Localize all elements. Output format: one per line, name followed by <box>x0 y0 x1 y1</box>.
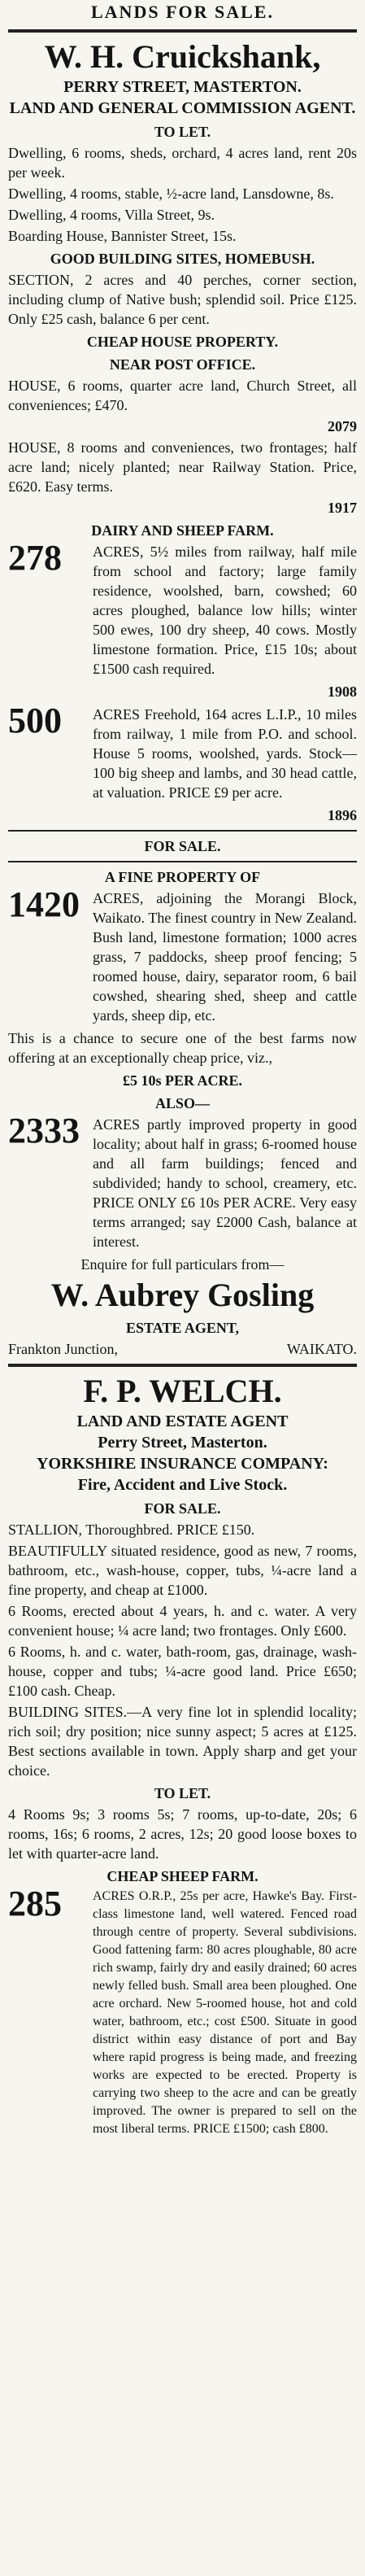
rule <box>8 1364 357 1367</box>
cheap-sheep-heading: CHEAP SHEEP FARM. <box>106 1868 259 1884</box>
rule <box>8 830 357 832</box>
to-let-line: Dwelling, 6 rooms, sheds, orchard, 4 acres land, rent 20s per week. <box>8 145 357 181</box>
dairy-278-text: ACRES, 5½ miles from railway, half mile from school and factory; large family residence, woolshed, barn, cowshed; 60 acres ploughed, balance low hills; winter 500 ewes, 100 dry sheep, 40 cows. Mostly limestone formation. Price, £15 10s; about £1500 cash required. <box>93 544 357 677</box>
farm-285 <box>8 1886 357 2140</box>
to-let-heading: TO LET. <box>154 124 211 140</box>
farm-500-ref: 1896 <box>328 807 357 823</box>
house-1: HOUSE, 6 rooms, quarter acre land, Church Street, all conveniences; £470. <box>8 378 357 413</box>
agent-name: F. P. WELCH. <box>83 1373 282 1409</box>
house-1-ref: 2079 <box>328 418 357 434</box>
dairy-heading: DAIRY AND SHEEP FARM. <box>91 522 274 539</box>
property-1420-text: ACRES, adjoining the Morangi Block, Waikato. The finest country in New Zealand. Bush land, limestone formation; 1000 acres grass, 7 paddocks, sheep proof fencing; 5 roomed house, dairy, separator room, 6 bail cowshed, shearing shed, sheep and cattle yards, sheep dip, etc. <box>93 890 357 1024</box>
agent-title: LAND AND ESTATE AGENT <box>76 1412 289 1430</box>
property-1420 <box>8 884 357 1027</box>
cheap-house-heading: CHEAP HOUSE PROPERTY. <box>86 334 279 350</box>
insurance-heading: YORKSHIRE INSURANCE COMPANY: <box>37 1455 328 1473</box>
rule <box>8 29 357 33</box>
six-rooms-b: 6 Rooms, h. and c. water, bath-room, gas, drainage, wash-house, copper and tubs; ¼-acre good land. Price £650; £100 cash. Cheap. <box>8 1644 357 1699</box>
dairy-278-ref: 1908 <box>328 683 357 700</box>
to-let-line: Dwelling, 4 rooms, stable, ½-acre land, Lansdowne, 8s. <box>8 186 334 202</box>
to-let-line: Dwelling, 4 rooms, Villa Street, 9s. <box>8 207 215 223</box>
building-sites: BUILDING SITES.—A very fine lot in splendid locality; rich soil; dry position; nice sunny aspect; 5 acres at £125. Best sections available in town. Apply sharp and get your choice. <box>8 1704 357 1779</box>
agent-address: Perry Street, Masterton. <box>98 1434 267 1452</box>
good-building-heading: GOOD BUILDING SITES, HOMEBUSH. <box>50 251 315 267</box>
farm-285-text: ACRES O.R.P., 25s per acre, Hawke's Bay. First-class limestone land, well watered. Fenced road through centre of property. Several subdivisions. Good fattening farm: 80 acres ploughable, 80 acre rich swamp, fairly dry and easily drained; 60 acres newly felled bush. Small area been ploughed. One acre orchard. New 5-roomed house, hot and cold water, bathroom, etc.; cost £500. Situate in good district within easy distance of port and Bay where rapid progress is being made, and freezing works are expected to be erected. Property is carrying two sheep to the acre and can be greatly improved. The owner is prepared to sell on the most liberal terms. PRICE £1500; cash £800. <box>93 1889 357 2136</box>
location-left: Frankton Junction, <box>8 1341 118 1357</box>
beautiful-residence: BEAUTIFULLY situated residence, good as new, 7 rooms, bathroom, etc., wash-house, copper, tubs, ¼-acre land a fine property, and cheap at £1000. <box>8 1543 357 1598</box>
property-2333-text: ACRES partly improved property in good locality; about half in grass; 6-roomed house and all farm buildings; fenced and subdivided; handy to school, creamery, etc. PRICE ONLY £6 10s PER ACRE. Very easy terms arranged; say £2000 Cash, balance at interest. <box>93 1116 357 1250</box>
page-heading: LANDS FOR SALE. <box>91 2 274 22</box>
fine-property-heading: A FINE PROPERTY OF <box>104 869 261 885</box>
agent-name: W. Aubrey Gosling <box>50 1277 315 1313</box>
farm-500 <box>8 703 357 804</box>
cruickshank-ad <box>8 37 357 825</box>
agent-name: W. H. Cruickshank, <box>44 38 321 75</box>
also-label: ALSO— <box>154 1095 211 1111</box>
price-per-acre: £5 10s PER ACRE. <box>122 1072 242 1089</box>
chance-text: This is a chance to secure one of the best farms now offering at an exceptionally cheap price, viz., <box>8 1030 357 1066</box>
to-let-heading: TO LET. <box>154 1785 211 1801</box>
insurance-sub: Fire, Accident and Live Stock. <box>77 1476 288 1494</box>
farm-500-text: ACRES Freehold, 164 acres L.I.P., 10 miles from railway, 1 mile from P.O. and school. House 5 rooms, woolshed, yards. Stock—100 big sheep and lambs, and 30 head cattle, at valuation. PRICE £9 per acre. <box>93 706 357 801</box>
house-2-ref: 1917 <box>328 500 357 516</box>
for-sale-heading: FOR SALE. <box>144 838 221 854</box>
acreage-number: 285 <box>8 1884 62 1923</box>
acreage-number: 1420 <box>8 884 80 924</box>
house-2: HOUSE, 8 rooms and conveniences, two frontages; half acre land; nicely planted; near Railway Station. Price, £620. Easy terms. <box>8 439 357 495</box>
stallion-text: STALLION, Thoroughbred. PRICE £150. <box>8 1522 255 1538</box>
good-building-text: SECTION, 2 acres and 40 perches, corner section, including clump of Native bush; splendid soil. Price £125. Only £25 cash, balance 6 per cent. <box>8 272 357 327</box>
to-let-line: Boarding House, Bannister Street, 15s. <box>8 228 237 244</box>
agent-location <box>8 1339 357 1359</box>
acreage-number: 2333 <box>8 1111 80 1150</box>
gosling-ad <box>8 836 357 1359</box>
property-2333 <box>8 1113 357 1253</box>
agent-address: PERRY STREET, MASTERTON. <box>63 78 302 96</box>
near-post-office: NEAR POST OFFICE. <box>109 356 256 373</box>
for-sale-heading: FOR SALE. <box>144 1500 221 1517</box>
rule <box>8 861 357 862</box>
agent-title: LAND AND GENERAL COMMISSION AGENT. <box>9 99 356 117</box>
six-rooms-a: 6 Rooms, erected about 4 years, h. and c. water. A very convenient house; ¼ acre land; two frontages. Only £600. <box>8 1603 357 1639</box>
acreage-number: 278 <box>8 538 62 578</box>
agent-role: ESTATE AGENT, <box>125 1320 240 1336</box>
location-right: WAIKATO. <box>286 1341 357 1357</box>
acreage-number: 500 <box>8 701 62 740</box>
enquire-text: Enquire for full particulars from— <box>80 1256 285 1273</box>
welch-ad <box>8 1372 357 2140</box>
to-let-text: 4 Rooms 9s; 3 rooms 5s; 7 rooms, up-to-date, 20s; 6 rooms, 16s; 6 rooms, 2 acres, 12s; 20 good loose boxes to let with quarter-acre land. <box>8 1806 357 1862</box>
dairy-278 <box>8 540 357 680</box>
